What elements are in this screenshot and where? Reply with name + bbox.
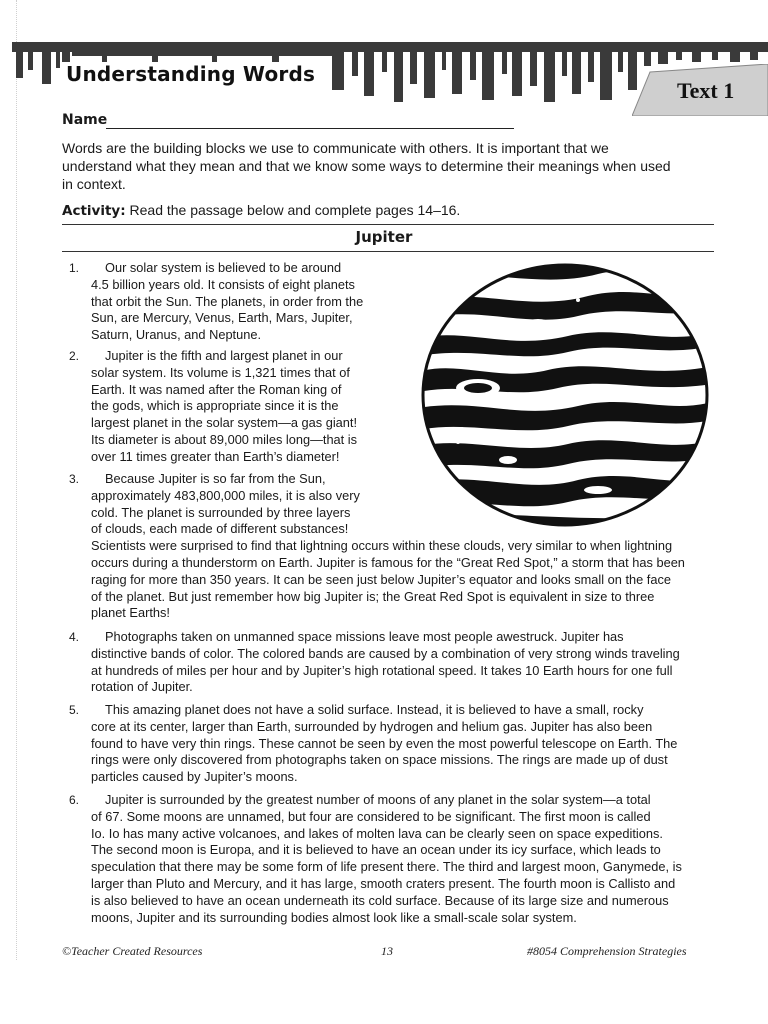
title-rule-top	[62, 224, 714, 225]
paragraph-line: cold. The planet is surrounded by three layers	[91, 504, 351, 520]
paragraph-line: Its diameter is about 89,000 miles long—that is	[91, 431, 358, 447]
passage-title	[0, 228, 768, 246]
paragraph-line: Scientists were surprised to find that lightning occurs within these clouds, very similar to when lightning	[91, 538, 673, 554]
paragraph-3	[69, 471, 685, 622]
paragraph-line: approximately 483,800,000 miles, it is also very	[91, 487, 360, 503]
paragraph-line: at hundreds of miles per hour and by Jupiter’s high rotational speed. It takes 10 Earth hours for one full	[91, 662, 673, 678]
paragraph-line: The second moon is Europa, and it is believed to have an ocean under its icy surface, which leads to	[91, 842, 661, 858]
paragraph-number: 4.	[69, 630, 80, 644]
paragraph-line: over 11 times greater than Earth’s diameter!	[91, 448, 340, 464]
activity-text: Read the passage below and complete pages 14–16.	[125, 202, 461, 218]
activity-instruction	[62, 201, 712, 220]
paragraph-line: rotation of Jupiter.	[91, 679, 193, 695]
paragraph-line: is also believed to have an ocean underneath its cold surface. Because of its large size and numerous	[91, 892, 669, 908]
activity-label: Activity:	[62, 203, 126, 219]
page-edge-divider	[16, 0, 18, 960]
title-rule-bottom	[62, 251, 714, 252]
footer-book-title: #8054 Comprehension Strategies	[527, 944, 687, 958]
paragraph-line: largest planet in the solar system—a gas giant!	[91, 415, 358, 431]
paragraph-line: of the planet. But just remember how big Jupiter is; the Great Red Spot is equivalent in size to three	[91, 588, 655, 604]
intro-line: Words are the building blocks we use to communicate with others. It is important that we	[62, 140, 609, 156]
paragraph-line: Sun, are Mercury, Venus, Earth, Mars, Jupiter,	[91, 310, 353, 326]
paragraph-line: Photographs taken on unmanned space missions leave most people awestruck. Jupiter has	[105, 629, 624, 644]
name-field[interactable]	[106, 128, 514, 129]
paragraph-5	[69, 702, 678, 786]
paragraph-number: 5.	[69, 703, 80, 717]
paragraph-line: moons, Jupiter and its surrounding bodies almost look like a small-scale solar system.	[91, 909, 577, 925]
footer-page-number: 13	[381, 944, 393, 958]
paragraph-line: found to have very thin rings. These cannot be seen by even the most powerful telescope on Earth. The	[91, 735, 678, 751]
paragraph-line: rings were only discovered from photographs taken on space missions. The rings are made up of dust	[91, 752, 668, 768]
paragraph-1	[69, 260, 364, 344]
paragraph-line: that orbit the Sun. The planets, in order from the	[91, 293, 364, 309]
paragraph-line: Io. Io has many active volcanoes, and lakes of molten lava can be clearly seen on space expeditions.	[91, 825, 663, 841]
paragraph-line: Because Jupiter is so far from the Sun,	[105, 471, 326, 486]
passage-title-text: Jupiter	[355, 228, 413, 246]
paragraph-line: core at its center, larger than Earth, surrounded by hydrogen and helium gas. Jupiter has also been	[91, 718, 653, 734]
footer-publisher: ©Teacher Created Resources	[62, 944, 203, 958]
paragraph-line: raging for more than 350 years. It can be seen just below Jupiter’s equator and looks small on the face	[91, 571, 671, 587]
paragraph-line: of clouds, each made of different substances!	[91, 521, 349, 537]
paragraph-line: Jupiter is surrounded by the greatest number of moons of any planet in the solar system—a total	[105, 792, 651, 807]
paragraph-line: Earth. It was named after the Roman king of	[91, 381, 342, 397]
name-label: Name	[62, 112, 108, 128]
paragraph-line: speculation that there may be some form of life present there. The third and largest moon, Ganymede, is	[91, 859, 682, 875]
intro-text	[62, 139, 712, 193]
paragraph-line: occurs during a thunderstorm on Earth. Jupiter is famous for the “Great Red Spot,” a storm that has been	[91, 554, 685, 570]
paragraph-4	[69, 629, 680, 696]
text-tab-label: Text 1	[677, 78, 735, 103]
paragraph-line: solar system. Its volume is 1,321 times that of	[91, 364, 350, 380]
paragraph-line: Jupiter is the fifth and largest planet in our	[105, 348, 343, 363]
paragraph-line: This amazing planet does not have a solid surface. Instead, it is believed to have a small, rocky	[105, 702, 644, 717]
paragraph-line: particles caused by Jupiter’s moons.	[91, 769, 298, 785]
paragraph-line: larger than Pluto and Mercury, and it has large, smooth craters present. The fourth moon is Callisto and	[91, 875, 676, 891]
section-title: Understanding Words	[62, 62, 319, 86]
paragraph-6	[69, 792, 682, 926]
paragraph-number: 3.	[69, 472, 80, 486]
paragraph-line: planet Earths!	[91, 605, 170, 621]
paragraph-number: 1.	[69, 261, 80, 275]
paragraph-2	[69, 348, 358, 466]
paragraph-number: 6.	[69, 793, 80, 807]
paragraph-line: distinctive bands of color. The colored bands are caused by a combination of very strong winds traveling	[91, 645, 680, 661]
paragraph-line: the gods, which is appropriate since it is the	[91, 398, 339, 414]
intro-line: understand what they mean and that we know some ways to determine their meanings when used	[62, 158, 671, 174]
paragraph-number: 2.	[69, 349, 80, 363]
paragraph-line: Our solar system is believed to be around	[105, 260, 342, 275]
paragraph-line: Saturn, Uranus, and Neptune.	[91, 327, 262, 343]
paragraph-line: of 67. Some moons are unnamed, but four are considered to be significant. The first moon is called	[91, 808, 651, 824]
intro-line: in context.	[62, 176, 126, 192]
paragraph-line: 4.5 billion years old. It consists of eight planets	[91, 276, 355, 292]
